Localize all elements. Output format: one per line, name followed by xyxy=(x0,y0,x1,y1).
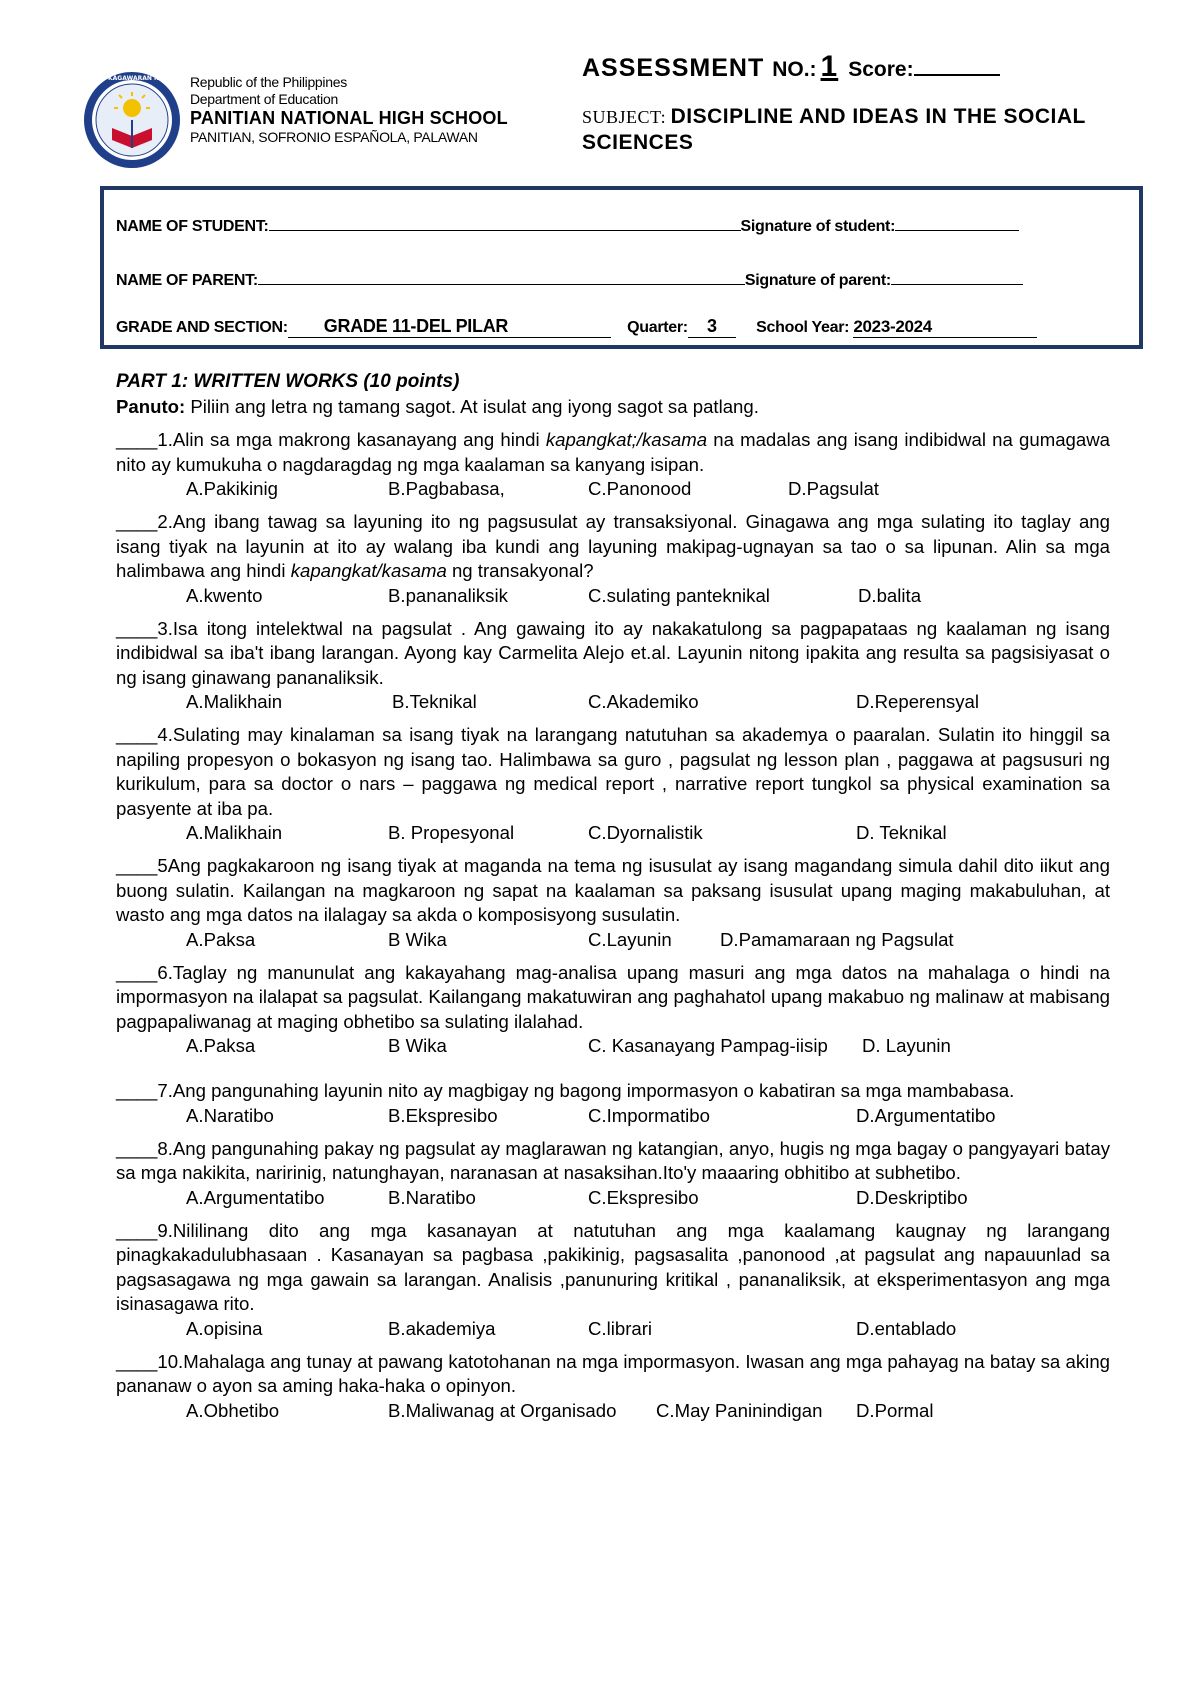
option-a[interactable]: A.Naratibo xyxy=(186,1104,274,1126)
republic-text: Republic of the Philippines xyxy=(190,74,347,90)
option-c[interactable]: C.Akademiko xyxy=(588,691,699,712)
options-row xyxy=(116,690,1110,715)
school-header xyxy=(190,74,508,146)
written-works-section xyxy=(116,370,1110,1432)
parent-signature-label: Signature of parent: xyxy=(744,272,891,289)
question-list xyxy=(116,428,1110,1424)
option-c[interactable]: C.Dyornalistik xyxy=(588,822,703,843)
option-d[interactable]: D. Teknikal xyxy=(856,822,947,843)
option-a[interactable]: A.Argumentatibo xyxy=(186,1186,325,1208)
answer-blank[interactable]: ____ xyxy=(116,961,158,983)
option-a[interactable]: A.opisina xyxy=(186,1317,263,1339)
question-text: 1.Alin sa mga makrong kasanayang ang hindi xyxy=(157,429,546,450)
question-text-end: ng transakyonal? xyxy=(446,560,594,581)
question-7 xyxy=(116,1079,1110,1104)
answer-blank[interactable]: ____ xyxy=(116,429,158,450)
option-b[interactable]: B.Teknikal xyxy=(392,691,477,712)
question-10 xyxy=(116,1350,1110,1399)
grade-row xyxy=(116,316,1037,338)
options-row xyxy=(116,477,1110,502)
directions xyxy=(116,395,1110,420)
option-b[interactable]: B.Pagbabasa, xyxy=(388,478,505,499)
student-signature-field[interactable] xyxy=(895,216,1019,231)
question-text: 4.Sulating may kinalaman sa isang tiyak na larangang natutuhan sa akademya o paaralan. Sulatin ito hinggil sa napiling propesyon o bokasyon ng isang tao. Halimbawa sa guro , pagsulat ng lesson plan , paggawa at pagsusuri ng kurikulum, para sa doctor o nars – paggawa ng medical report , narrative report tungkol sa physical examination sa pasyente at iba pa. xyxy=(116,724,1110,819)
answer-blank[interactable]: ____ xyxy=(116,1350,158,1372)
option-b[interactable]: B.Maliwanag at Organisado xyxy=(388,1399,617,1421)
subject-heading xyxy=(582,104,1112,157)
grade-section-label: GRADE AND SECTION: xyxy=(116,319,288,336)
school-year-label: School Year: xyxy=(756,319,850,336)
score-label: Score: xyxy=(848,58,914,81)
student-info-box xyxy=(100,186,1143,349)
option-b[interactable]: B Wika xyxy=(388,1035,447,1056)
question-3 xyxy=(116,617,1110,691)
option-b[interactable]: B.Naratibo xyxy=(388,1186,476,1208)
option-c[interactable]: C.Layunin xyxy=(588,928,672,950)
option-d[interactable]: D.Deskriptibo xyxy=(856,1186,968,1208)
option-a[interactable]: A.Pakikinig xyxy=(186,478,278,499)
school-name: PANITIAN NATIONAL HIGH SCHOOL xyxy=(190,107,508,128)
option-b[interactable]: B.akademiya xyxy=(388,1317,496,1339)
question-text: 2.Ang ibang tawag sa layuning ito ng pagsusulat ay transaksiyonal. Ginagawa ang mga sulating ito taglay ang isang tiyak na layunin at ito ay walang iba kundi ang layuning makipag-ugnayan sa tao o sa lipunan. Alin sa mga halimbawa ang hindi xyxy=(116,511,1110,581)
answer-blank[interactable]: ____ xyxy=(116,1080,158,1101)
option-a[interactable]: A.Paksa xyxy=(186,928,256,950)
option-a[interactable]: A.Paksa xyxy=(186,1035,256,1056)
option-d[interactable]: D.Pagsulat xyxy=(788,478,879,499)
deped-seal-icon xyxy=(82,70,208,170)
options-row xyxy=(116,1399,1110,1424)
question-4 xyxy=(116,723,1110,821)
school-year-value: 2023-2024 xyxy=(853,317,1037,338)
assessment-heading xyxy=(582,50,1000,84)
answer-blank[interactable]: ____ xyxy=(116,511,158,532)
option-b[interactable]: B. Propesyonal xyxy=(388,822,515,843)
question-text: 7.Ang pangunahing layunin nito ay magbigay ng bagong impormasyon o kabatiran sa mga mambabasa. xyxy=(157,1080,1015,1101)
option-a[interactable]: A.Obhetibo xyxy=(186,1399,280,1421)
option-d[interactable]: D.entablado xyxy=(856,1317,957,1339)
parent-signature-field[interactable] xyxy=(891,270,1023,285)
department-text: Department of Education xyxy=(190,90,338,107)
option-c[interactable]: C.Ekspresibo xyxy=(588,1186,699,1208)
option-c[interactable]: C.Impormatibo xyxy=(588,1104,710,1126)
score-field[interactable] xyxy=(914,54,1000,76)
options-row xyxy=(116,1317,1110,1342)
question-text: 9.Nililinang dito ang mga kasanayan at natutuhan ang mga kaalamang kaugnay ng larangang pinagkakadulubhasaan . Kasanayan sa pagbasa ,pakikinig, pagsasalita ,panonood ,at pagsulat ang napauunlad sa pagsasagawa ng mga gawain sa larangan. Analisis ,panunuring kritikal , pananaliksik, at eksperimentasyon ang mga isinasagawa rito. xyxy=(116,1219,1110,1314)
school-address: PANITIAN, SOFRONIO ESPAÑOLA, PALAWAN xyxy=(190,129,478,146)
question-5 xyxy=(116,854,1110,928)
question-emphasis: kapangkat/kasama xyxy=(290,560,447,581)
answer-blank[interactable]: ____ xyxy=(116,724,158,745)
option-d[interactable]: D.Pormal xyxy=(856,1399,934,1421)
answer-blank[interactable]: ____ xyxy=(116,617,158,639)
option-c[interactable]: C. Kasanayang Pampag-iisip xyxy=(588,1035,828,1056)
options-row xyxy=(116,1186,1110,1211)
option-c[interactable]: C.librari xyxy=(588,1317,653,1339)
parent-name-field[interactable] xyxy=(258,270,745,285)
options-row xyxy=(116,928,1110,953)
options-row xyxy=(116,1104,1110,1129)
part-title: PART 1: WRITTEN WORKS (10 points) xyxy=(116,371,460,392)
directions-label: Panuto: xyxy=(116,395,186,417)
svg-text:KAGAWARAN NG EDUKASYON: KAGAWARAN NG EDUKASYON xyxy=(108,75,208,82)
options-row xyxy=(116,584,1110,609)
option-d[interactable]: D.Argumentatibo xyxy=(856,1104,996,1126)
option-b[interactable]: B.Ekspresibo xyxy=(388,1104,498,1126)
question-text: 8.Ang pangunahing pakay ng pagsulat ay maglarawan ng katangian, anyo, hugis ng mga bagay o pangyayari batay sa mga nakikita, naririnig, natunghayan, naranasan at nasaksihan.Ito'y maaaring obhitibo at subhetibo. xyxy=(116,1137,1110,1183)
options-row xyxy=(116,1034,1110,1059)
question-text-end: na madalas ang isang indibidwal na gumagawa nito ay kumukuha o nagdaragdag ng mga kaalaman sa kanyang isipan. xyxy=(116,429,1110,475)
question-2 xyxy=(116,510,1110,584)
question-1 xyxy=(116,428,1110,477)
option-b[interactable]: B.pananaliksik xyxy=(388,584,508,606)
option-d[interactable]: D.balita xyxy=(858,584,922,606)
directions-text: Piliin ang letra ng tamang sagot. At isulat ang iyong sagot sa patlang. xyxy=(190,395,759,417)
question-9 xyxy=(116,1219,1110,1317)
grade-section-value: GRADE 11-DEL PILAR xyxy=(288,316,611,338)
student-signature-label: Signature of student: xyxy=(740,218,896,235)
question-text: 6.Taglay ng manunulat ang kakayahang mag-analisa upang masuri ang mga datos na mahalaga o hindi na impormasyon na ilalapat sa pagsulat. Kailangang makatuwiran ang paghahatol upang makabuo ng malinaw at mabisang pagpapaliwanag at maging obhetibo sa sulating ilalahad. xyxy=(116,961,1110,1032)
option-d[interactable]: D.Pamamaraan ng Pagsulat xyxy=(720,928,954,950)
option-c[interactable]: C.sulating panteknikal xyxy=(588,584,770,606)
parent-name-label: NAME OF PARENT: xyxy=(116,272,258,289)
option-a[interactable]: A.Malikhain xyxy=(186,691,283,712)
option-c[interactable]: C.Panonood xyxy=(588,478,692,499)
option-d[interactable]: D. Layunin xyxy=(862,1035,951,1056)
student-row xyxy=(116,216,1019,236)
options-row xyxy=(116,821,1110,846)
question-emphasis: kapangkat;/kasama xyxy=(545,429,708,450)
subject-label: SUBJECT: xyxy=(582,107,667,127)
question-text: 10.Mahalaga ang tunay at pawang katotohanan na mga impormasyon. Iwasan ang mga pahayag na batay sa aking pananaw o ayon sa aming haka-haka o opinyon. xyxy=(116,1350,1110,1396)
answer-blank[interactable]: ____ xyxy=(116,1219,158,1241)
question-6 xyxy=(116,961,1110,1035)
student-name-label: NAME OF STUDENT: xyxy=(116,218,269,235)
assessment-label: ASSESSMENT xyxy=(582,54,765,82)
question-text: 3.Isa itong intelektwal na pagsulat . Ang gawaing ito ay nakakatulong sa pagpapataas ng kaalaman ng isang indibidwal sa iba't ibang larangan. Ayong kay Carmelita Alejo et.al. Layunin nitong ipakita ang resulta sa pagsisiyasat o ng isang ginawang pananaliksik. xyxy=(116,617,1110,688)
option-d[interactable]: D.Reperensyal xyxy=(856,691,979,712)
option-a[interactable]: A.Malikhain xyxy=(186,822,283,843)
assessment-no-label: NO.: xyxy=(772,58,817,81)
quarter-value: 3 xyxy=(688,316,736,338)
option-c[interactable]: C.May Paninindigan xyxy=(656,1399,823,1421)
answer-blank[interactable]: ____ xyxy=(116,855,158,876)
question-8 xyxy=(116,1137,1110,1186)
assessment-number: 1 xyxy=(820,50,839,83)
subject-value: DISCIPLINE AND IDEAS IN THE SOCIAL SCIENCES xyxy=(582,105,1086,155)
parent-row xyxy=(116,270,1023,290)
option-b[interactable]: B Wika xyxy=(388,928,447,950)
answer-blank[interactable]: ____ xyxy=(116,1137,158,1159)
option-a[interactable]: A.kwento xyxy=(186,584,263,606)
question-text: 5Ang pagkakaroon ng isang tiyak at maganda na tema ng isusulat ay isang magandang simula dahil dito iikut ang buong sulatin. Kailangan na magkaroon ng sapat na kaalaman sa paksang isusulat upang maging makabuluhan, at wasto ang mga datos na ilalagay sa akda o komposisyong susulatin. xyxy=(116,855,1110,925)
student-name-field[interactable] xyxy=(269,216,741,231)
quarter-label: Quarter: xyxy=(627,319,688,336)
